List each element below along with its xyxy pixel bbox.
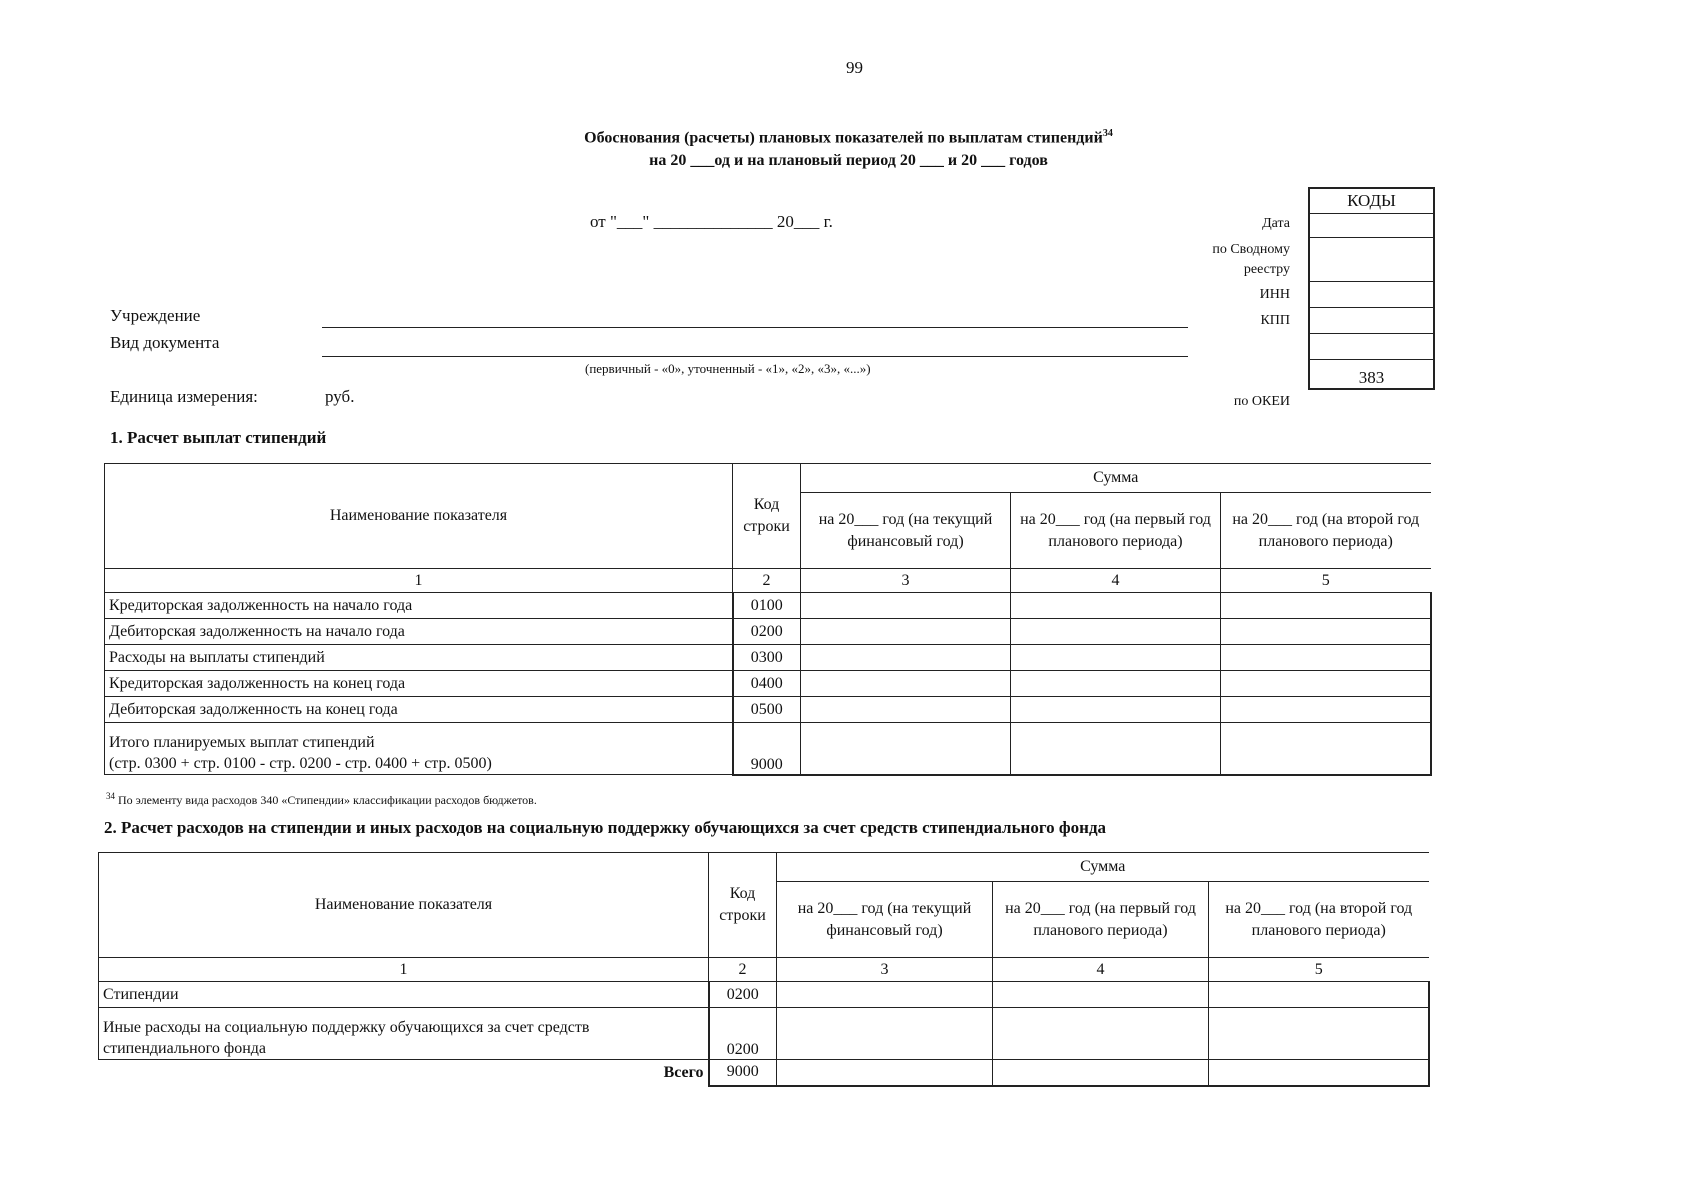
s2-colnum-3: 3 (777, 958, 993, 982)
s1-row-code: 0300 (733, 645, 801, 671)
s1-total-name-line2: (стр. 0300 + стр. 0100 - стр. 0200 - стр. 0400 + стр. 0500) (109, 755, 492, 772)
s2-colnum-5: 5 (1209, 958, 1429, 982)
section2-title: 2. Расчет расходов на стипендии и иных расходов на социальную поддержку обучающихся за счет средств стипендиального фонда (104, 818, 1107, 837)
section2-table (98, 852, 1430, 1087)
codes-label-registry-1: по Сводному (1212, 242, 1290, 257)
s1-cell[interactable] (1221, 645, 1431, 671)
table-row (99, 982, 1429, 1008)
s1-cell[interactable] (1011, 671, 1221, 697)
unit-value: руб. (325, 387, 355, 406)
s1-row-code: 0200 (733, 619, 801, 645)
codes-label-registry-2: реестру (1243, 262, 1290, 277)
s1-cell[interactable] (801, 593, 1011, 619)
doc-type-label: Вид документа (110, 333, 220, 352)
date-line: от "___" ______________ 20___ г. (590, 212, 833, 231)
footnote (106, 791, 537, 808)
s2-colnum-4: 4 (993, 958, 1209, 982)
s2-total-label: Всего (663, 1063, 704, 1081)
s2-header-code: Код строки (709, 853, 777, 958)
codes-label-okei: по ОКЕИ (1233, 394, 1290, 409)
codes-okei-cell: 383 (1309, 359, 1434, 389)
s2-row-name-line2: стипендиального фонда (103, 1040, 267, 1057)
s2-row-code: 0200 (709, 1008, 777, 1060)
s1-header-col5: на 20___ год (на второй год планового периода) (1221, 493, 1431, 569)
s1-cell[interactable] (1221, 723, 1431, 775)
s1-header-col3: на 20___ год (на текущий финансовый год) (801, 493, 1011, 569)
s1-row-name: Расходы на выплаты стипендий (105, 645, 733, 671)
s1-cell[interactable] (1011, 723, 1221, 775)
s1-cell[interactable] (801, 723, 1011, 775)
table-row (105, 697, 1431, 723)
codes-label-inn: ИНН (1259, 287, 1290, 302)
s1-header-name: Наименование показателя (105, 464, 733, 569)
s1-row-code: 9000 (733, 723, 801, 775)
codes-label-date: Дата (1262, 216, 1290, 231)
table-row (105, 619, 1431, 645)
section1-table (104, 463, 1432, 776)
s2-row-name: Стипендии (99, 982, 709, 1008)
s1-row-code: 0100 (733, 593, 801, 619)
s2-total-code: 9000 (709, 1060, 777, 1086)
s2-cell[interactable] (777, 1060, 993, 1086)
s1-row-name: Дебиторская задолженность на конец года (105, 697, 733, 723)
s2-cell[interactable] (1209, 982, 1429, 1008)
s2-cell[interactable] (993, 1060, 1209, 1086)
s2-cell[interactable] (777, 982, 993, 1008)
s1-total-name (105, 723, 733, 775)
s2-header-col4: на 20___ год (на первый год планового периода) (993, 882, 1209, 958)
table-row (105, 593, 1431, 619)
doc-type-field[interactable] (322, 338, 1188, 357)
s1-cell[interactable] (1221, 671, 1431, 697)
footnote-text: По элементу вида расходов 340 «Стипендии» классификации расходов бюджетов. (118, 793, 537, 807)
s1-cell[interactable] (1221, 619, 1431, 645)
title-line1: Обоснования (расчеты) плановых показателей по выплатам стипендий (584, 129, 1103, 147)
s1-cell[interactable] (1011, 697, 1221, 723)
s2-row-name-line1: Иные расходы на социальную поддержку обучающихся за счет средств (103, 1019, 590, 1036)
s2-cell[interactable] (1209, 1060, 1429, 1086)
s1-colnum-5: 5 (1221, 569, 1431, 593)
s1-cell[interactable] (1011, 619, 1221, 645)
title-footnote-mark: 34 (1102, 128, 1113, 139)
unit-label: Единица измерения: (110, 387, 258, 406)
codes-label-kpp: КПП (1260, 313, 1290, 328)
s2-header-sum: Сумма (777, 853, 1429, 882)
s1-row-name: Дебиторская задолженность на начало года (105, 619, 733, 645)
s2-colnum-1: 1 (99, 958, 709, 982)
table-row (105, 671, 1431, 697)
s1-colnum-2: 2 (733, 569, 801, 593)
codes-header: КОДЫ (1309, 188, 1434, 213)
s1-cell[interactable] (801, 619, 1011, 645)
s2-row-code: 0200 (709, 982, 777, 1008)
s2-header-col5: на 20___ год (на второй год планового периода) (1209, 882, 1429, 958)
codes-inn-cell[interactable] (1309, 281, 1434, 307)
institution-label: Учреждение (110, 306, 201, 325)
table-row (99, 1008, 1429, 1060)
institution-field[interactable] (322, 311, 1188, 328)
s1-colnum-3: 3 (801, 569, 1011, 593)
s1-cell[interactable] (801, 697, 1011, 723)
s2-row-name-multi (99, 1008, 709, 1060)
codes-kpp-cell[interactable] (1309, 307, 1434, 333)
s1-cell[interactable] (1221, 697, 1431, 723)
s1-row-code: 0400 (733, 671, 801, 697)
s1-cell[interactable] (1221, 593, 1431, 619)
codes-box (1308, 187, 1435, 390)
doc-type-hint: (первичный - «0», уточненный - «1», «2», «3», «...») (585, 361, 871, 376)
table-row (99, 1060, 1429, 1086)
s1-cell[interactable] (1011, 645, 1221, 671)
s1-header-sum: Сумма (801, 464, 1431, 493)
s1-row-name: Кредиторская задолженность на начало года (105, 593, 733, 619)
section1-title: 1. Расчет выплат стипендий (110, 428, 327, 447)
s1-colnum-1: 1 (105, 569, 733, 593)
s2-cell[interactable] (993, 982, 1209, 1008)
s2-header-name: Наименование показателя (99, 853, 709, 958)
codes-extra-cell[interactable] (1309, 333, 1434, 359)
s1-cell[interactable] (801, 645, 1011, 671)
s2-header-col3: на 20___ год (на текущий финансовый год) (777, 882, 993, 958)
s1-row-name: Кредиторская задолженность на конец года (105, 671, 733, 697)
footnote-mark: 34 (106, 791, 115, 801)
title-period: на 20 ___од и на плановый период 20 ___ и 20 ___ годов (649, 152, 1048, 169)
s1-row-code: 0500 (733, 697, 801, 723)
s1-header-col4: на 20___ год (на первый год планового периода) (1011, 493, 1221, 569)
s1-colnum-4: 4 (1011, 569, 1221, 593)
s2-cell[interactable] (777, 1008, 993, 1060)
codes-date-cell[interactable] (1309, 213, 1434, 237)
codes-registry-cell[interactable] (1309, 237, 1434, 281)
page-number: 99 (846, 58, 863, 77)
s1-total-name-line1: Итого планируемых выплат стипендий (109, 734, 375, 751)
s2-colnum-2: 2 (709, 958, 777, 982)
s1-cell[interactable] (1011, 593, 1221, 619)
s1-cell[interactable] (801, 671, 1011, 697)
table-row (105, 723, 1431, 775)
table-row (105, 645, 1431, 671)
document-title (0, 128, 1697, 147)
s2-cell[interactable] (1209, 1008, 1429, 1060)
s2-cell[interactable] (993, 1008, 1209, 1060)
s1-header-code: Код строки (733, 464, 801, 569)
